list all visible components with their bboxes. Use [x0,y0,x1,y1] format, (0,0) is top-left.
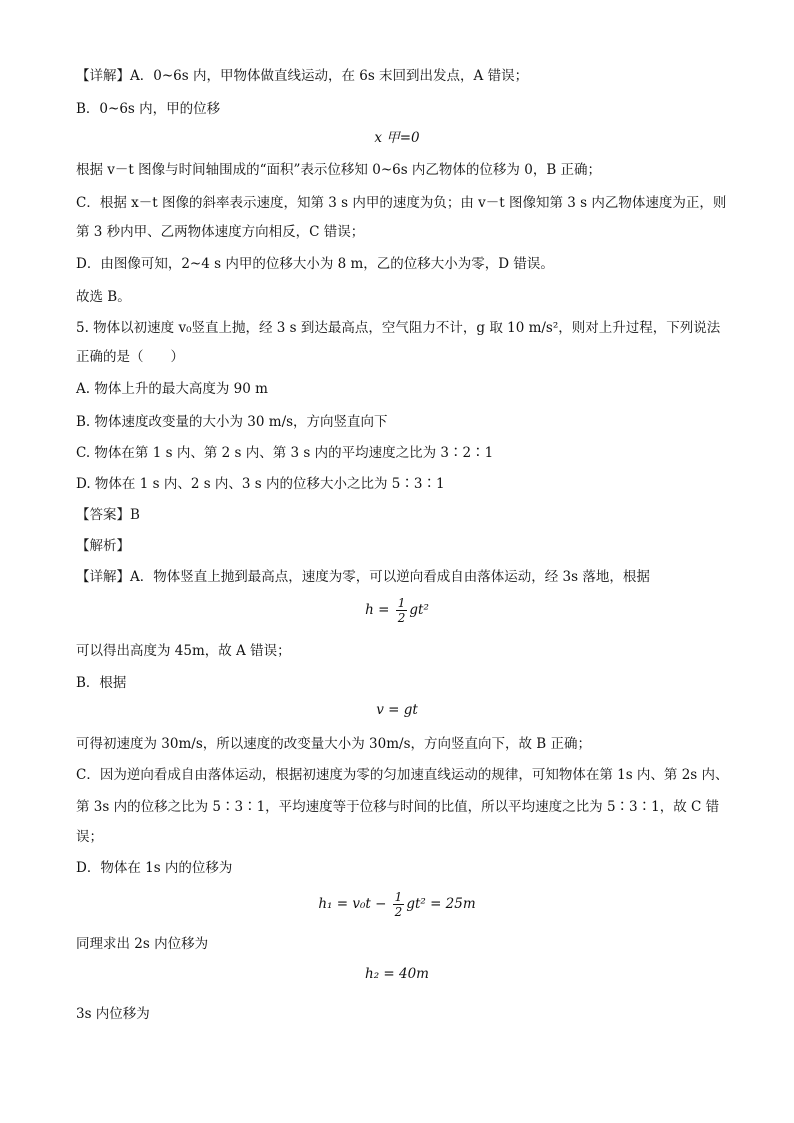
fraction [396,596,408,625]
text-line: 同理求出 2s 内位移为 [76,936,209,952]
equation-h1 [0,888,794,920]
equation-v: v = gt [376,702,418,718]
equation-x-jia: x 甲=0 [374,130,420,146]
text-line: D．物体在 1s 内的位移为 [76,860,233,876]
numerator: 1 [397,596,406,610]
question-5-stem-cont: 正确的是（ ） [76,349,184,365]
option-d: D. 物体在 1 s 内、2 s 内、3 s 内的位移大小之比为 5∶3∶1 [76,476,445,492]
eq-part: h₁ = v₀t − [318,896,391,912]
text-line: C．根据 x－t 图像的斜率表示速度，知第 3 s 内甲的速度为负；由 v－t 图像知第 3 s 内乙物体速度为正，则 [76,195,727,211]
text-line: C．因为逆向看成自由落体运动，根据初速度为零的匀加速直线运动的规律，可知物体在第 1s 内、第 2s 内、 [76,767,729,783]
analysis-label: 【解析】 [76,538,130,554]
text-line: B．根据 [76,675,127,691]
text-line: 误； [76,829,103,845]
option-c: C. 物体在第 1 s 内、第 2 s 内、第 3 s 内的平均速度之比为 3∶2∶1 [76,445,494,461]
question-5-stem: 5. 物体以初速度 v₀竖直上抛，经 3 s 到达最高点，空气阻力不计，g 取 10 m/s²，则对上升过程，下列说法 [76,320,721,336]
answer-label: 【答案】B [76,507,140,523]
denominator: 2 [394,905,403,919]
eq-part: h = [365,602,394,618]
option-b: B. 物体速度改变量的大小为 30 m/s，方向竖直向下 [76,414,388,430]
text-line: B．0~6s 内，甲的位移 [76,101,221,117]
denominator: 2 [397,611,406,625]
equation-h [0,594,794,626]
fraction [393,890,405,919]
text-line: 故选 B。 [76,289,131,305]
equation-h2: h₂ = 40m [365,966,429,982]
text-line: 【详解】A．物体竖直上抛到最高点，速度为零，可以逆向看成自由落体运动，经 3s 落地，根据 [76,569,650,585]
text-line: 可以得出高度为 45m，故 A 错误； [76,643,291,659]
text-line: 【详解】A．0~6s 内，甲物体做直线运动，在 6s 末回到出发点，A 错误； [76,68,529,84]
eq-part: gt² = 25m [406,896,476,912]
eq-part: gt² [409,602,429,618]
text-line: 可得初速度为 30m/s，所以速度的改变量大小为 30m/s，方向竖直向下，故 B 正确； [76,736,591,752]
text-line: D．由图像可知，2~4 s 内甲的位移大小为 8 m，乙的位移大小为零，D 错误。 [76,256,554,272]
text-line: 根据 v－t 图像与时间轴围成的“面积”表示位移知 0~6s 内乙物体的位移为 0，B 正确； [76,162,602,178]
text-line: 第 3 秒内甲、乙两物体速度方向相反，C 错误； [76,224,365,240]
option-a: A. 物体上升的最大高度为 90 m [76,381,268,397]
text-line: 第 3s 内的位移之比为 5∶3∶1，平均速度等于位移与时间的比值，所以平均速度之比为 5∶3∶1，故 C 错 [76,799,720,815]
text-line: 3s 内位移为 [76,1006,150,1022]
numerator: 1 [394,890,403,904]
